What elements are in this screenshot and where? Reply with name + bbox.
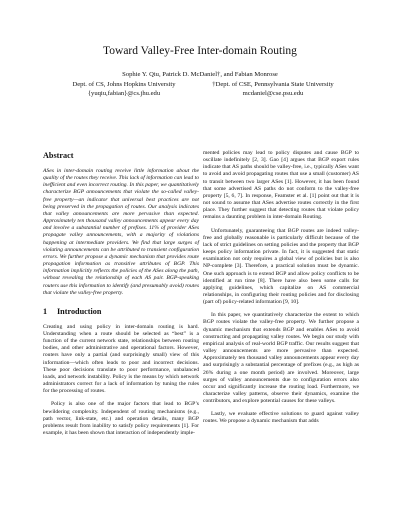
right-column [203,150,359,432]
paragraph: In this paper, we quantitatively characterize the extent to which BGP routes violate the valley-free property. We further propose a dynamic mechanism that extends BGP and enables ASes to avoid constructing and propagating valley routes. We begin our study with empirical analysis of real-world BGP traffic. Our results suggest that valley announcements are more pervasive than expected. Approximately ten thousand valley announcements appear every day and surprisingly a substantial percentage of prefixes (e.g., as high as 26% during a one month period) are involved. Moreover, large surges of valley announcements due to configuration errors also occur and significantly increase the routing load. Furthermore, we characterize valley patterns, observe their dynamics, examine the contributors, and explore potential causes for these valleys. [203,312,359,405]
left-column [43,150,199,443]
section-heading-introduction [43,306,199,317]
abstract-text: ASes in inter-domain routing receive little information about the quality of the routes they receive. This lack of information can lead to inefficient and even incorrect routing. In this paper, we quantitatively characterize BGP announcements that violate the so-called valley-free property—an indicator that universal best practices are not being preserved in the propagation of routes. Our analysis indicates that valley announcements are more pervasive than expected. Approximately ten thousand valley announcements appear every day and involve a substantial number of prefixes. 11% of provider ASes propagate valley announcements, with a majority of violations happening at intermediate providers. We find that large surges of violating announcements can be attributed to transient configuration errors. We further propose a dynamic mechanism that provides route propagation information as transitive attributes of BGP. This information implicitly reflects the policies of the ASes along the path, without revealing the relationship of each AS pair. BGP-speaking routers use this information to identify (and presumably avoid) routes that violate the valley-free property. [43,168,199,296]
paragraph: mented policies may lead to policy disputes and cause BGP to oscillate indefinitely [2, 3]. Gao [4] argues that BGP export rules indicate that AS paths should be valley-free, i.e., typically ASes want to avoid and avoid propagating routes that use a small (customer) AS to transit between two larger ASes [1]. However, it has been found that some advertised AS paths do not conform to the valley-free property [5, 6, 7]. In response, Feamster et al. [1] point out that it is not sound to assume that ASes advertise routes correctly in the first place. They further suggest that detecting routes that violate policy remains a daunting problem in inter-domain Routing. [203,150,359,221]
paper-title: Toward Valley-Free Inter-domain Routing [103,45,297,57]
affiliation-psu-email: mcdaniel@cse.psu.edu [242,90,304,97]
section-number: 1 [43,306,48,316]
affiliation-psu-dept: †Dept. of CSE, Pennsylvania State University [212,81,334,88]
paragraph: Unfortunately, guaranteeing that BGP routes are indeed valley-free and globally reasonable is particularly difficult because of the lack of strict guidelines on setting policies and the property that BGP keeps policy information private. In fact, it is suggested that static examination not only requires a global view of policies but is also NP-complete [3]. Therefore, a practical solution must be dynamic. One such approach is to extend BGP and allow policy conflicts to be identified at run time [8]. There have also been some calls for applying guidelines, which capitalize on AS commercial relationships, in configuring their routing policies and for disclosing (part of) policy-related information [9, 10]. [203,227,359,306]
affiliation-psu [188,80,358,98]
paragraph: Policy is also one of the major factors that lead to BGP’s bewildering complexity. Independent of routing mechanisms (e.g., path vector, link-state, etc.) and operation details, many BGP problems result from inability to satisfy policy requirements [1]. For example, it has been shown that interaction of independently imple- [43,401,199,436]
author-list: Sophie Y. Qiu, Patrick D. McDaniel†, and Fabian Monrose [122,71,278,78]
abstract-heading: Abstract [43,151,74,160]
paragraph: Lastly, we evaluate effective solutions to guard against valley routes. We propose a dynamic mechanism that adds [203,411,359,425]
affiliation-jhu-email: {yuqiu,fabian}@cs.jhu.edu [87,90,161,97]
paragraph: Creating and using policy in inter-domain routing is hard. Understanding when a route should be selected as “best” is a function of the current network state, relationships between routing bodies, and other administrative and operational factors. However, routers have only a partial (and surprisingly small) view of this information—which often leads to poor and incorrect decisions. These poor decisions translate to poor performance, unbalanced loads, and network instability. Policy is the means by which network administrators correct for a lack of information by tuning the rules for the processing of routes. [43,323,199,395]
affiliation-jhu-dept: Dept. of CS, Johns Hopkins University [72,81,176,88]
section-title: Introduction [57,306,102,316]
affiliation-jhu [44,80,204,98]
